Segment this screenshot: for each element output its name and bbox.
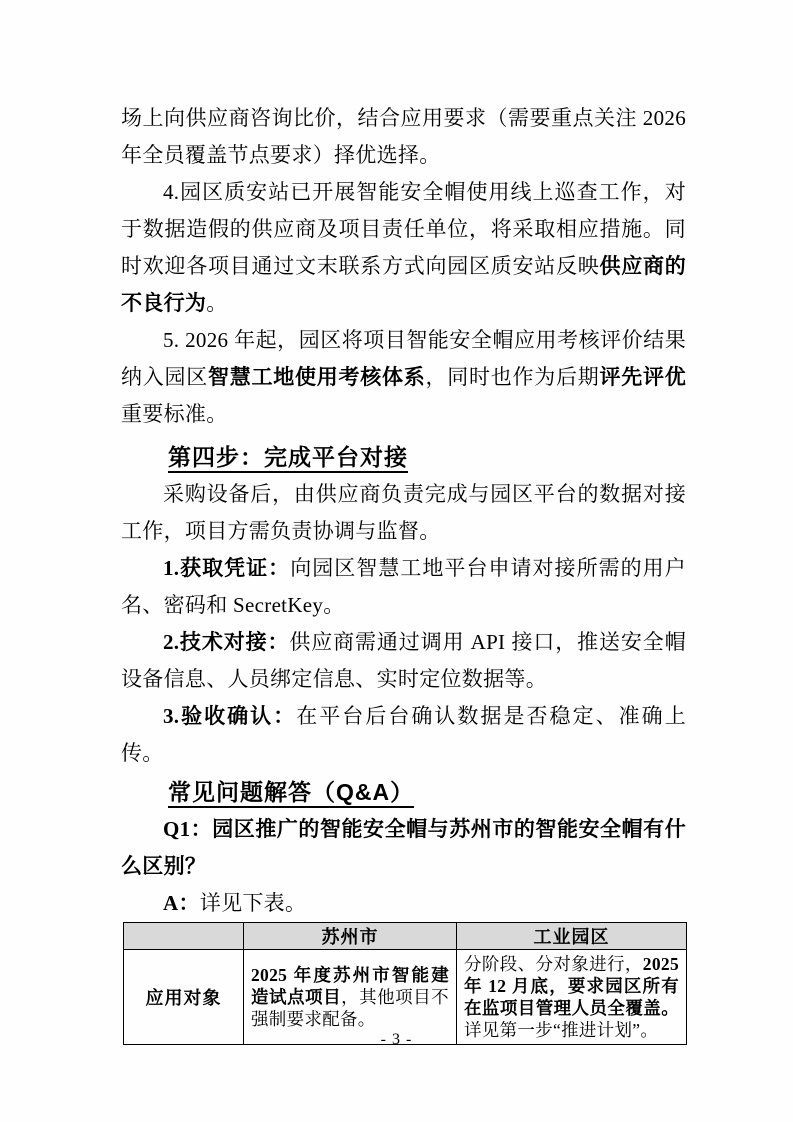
- text-run: 分阶段、分对象进行，: [464, 954, 643, 974]
- text-run: 详见下表。: [199, 891, 307, 915]
- text-run: ，同时也作为后期: [425, 365, 600, 389]
- paragraph-item-4: [121, 174, 686, 322]
- text-run: 4.园区质安站已开展智能安全帽使用线上巡查工作，对于数据造假的供应商及项目责任单位，将采取相应措施。同时欢迎各项目通过文末联系方式向园区质安站反映: [121, 180, 686, 278]
- bold-run: 供应商的不良行为: [121, 254, 686, 315]
- table-header-row: [124, 923, 687, 950]
- text-run: 重要标准。: [121, 402, 228, 426]
- bold-run: 3.验收确认：: [163, 704, 297, 728]
- text-run: 采购设备后，由供应商负责完成与园区平台的数据对接工作，项目方需负责协调与监督。: [121, 482, 686, 543]
- section-heading-step4: [168, 439, 686, 476]
- bold-run: Q1：园区推广的智能安全帽与苏州市的智能安全帽有什么区别？: [121, 817, 686, 878]
- page-number: - 3 -: [380, 1031, 413, 1048]
- comparison-table: [123, 922, 687, 1045]
- text-run: 供应商需通过调用 API 接口，推送安全帽设备信息、人员绑定信息、实时定位数据等。: [121, 630, 686, 691]
- bold-run: 2025 年 12 月底，要求园区所有在监项目管理人员全覆盖。: [464, 954, 679, 1018]
- bold-run: A：: [163, 891, 200, 915]
- section-heading-qa: [168, 774, 686, 811]
- paragraph-platform-intro: [121, 476, 686, 550]
- paragraph-item-5: [121, 322, 686, 433]
- text-run: 。: [206, 291, 228, 315]
- heading-text: 常见问题解答（Q&A）: [168, 779, 414, 808]
- row-label: 应用对象: [124, 950, 244, 1045]
- text-run: 在平台后台确认数据是否稳定、准确上传。: [121, 704, 686, 765]
- text-run: 5. 2026 年起，园区将项目智能安全帽应用考核评价结果纳入园区: [121, 328, 686, 389]
- text-run: 详见第一步“推进计划”。: [464, 1020, 659, 1040]
- paragraph-answer-1: [121, 885, 686, 922]
- text-run: ，其他项目不强制要求配备。: [251, 987, 449, 1029]
- paragraph-question-1: [121, 811, 686, 885]
- bold-run: 2.技术对接：: [163, 630, 290, 654]
- heading-text: 第四步：完成平台对接: [168, 444, 408, 473]
- text-run: 向园区智慧工地平台申请对接所需的用户名、密码和 SecretKey。: [121, 556, 686, 617]
- document-body: [121, 100, 686, 1045]
- paragraph-step-acceptance: [121, 698, 686, 772]
- paragraph-step-credential: [121, 550, 686, 624]
- table-header-suzhou: 苏州市: [244, 923, 457, 950]
- paragraph-continued: [121, 100, 686, 174]
- text-run: 场上向供应商咨询比价，结合应用要求（需要重点关注 2026 年全员覆盖节点要求）择优选择。: [121, 106, 686, 167]
- table-header-empty: [124, 923, 244, 950]
- bold-run: 评先评优: [599, 365, 687, 389]
- bold-run: 1.获取凭证：: [163, 556, 291, 580]
- table-header-park: 工业园区: [457, 923, 687, 950]
- bold-run: 智慧工地使用考核体系: [208, 365, 426, 389]
- bold-run: 2025 年度苏州市智能建造试点项目: [251, 965, 449, 1007]
- paragraph-step-technical: [121, 624, 686, 698]
